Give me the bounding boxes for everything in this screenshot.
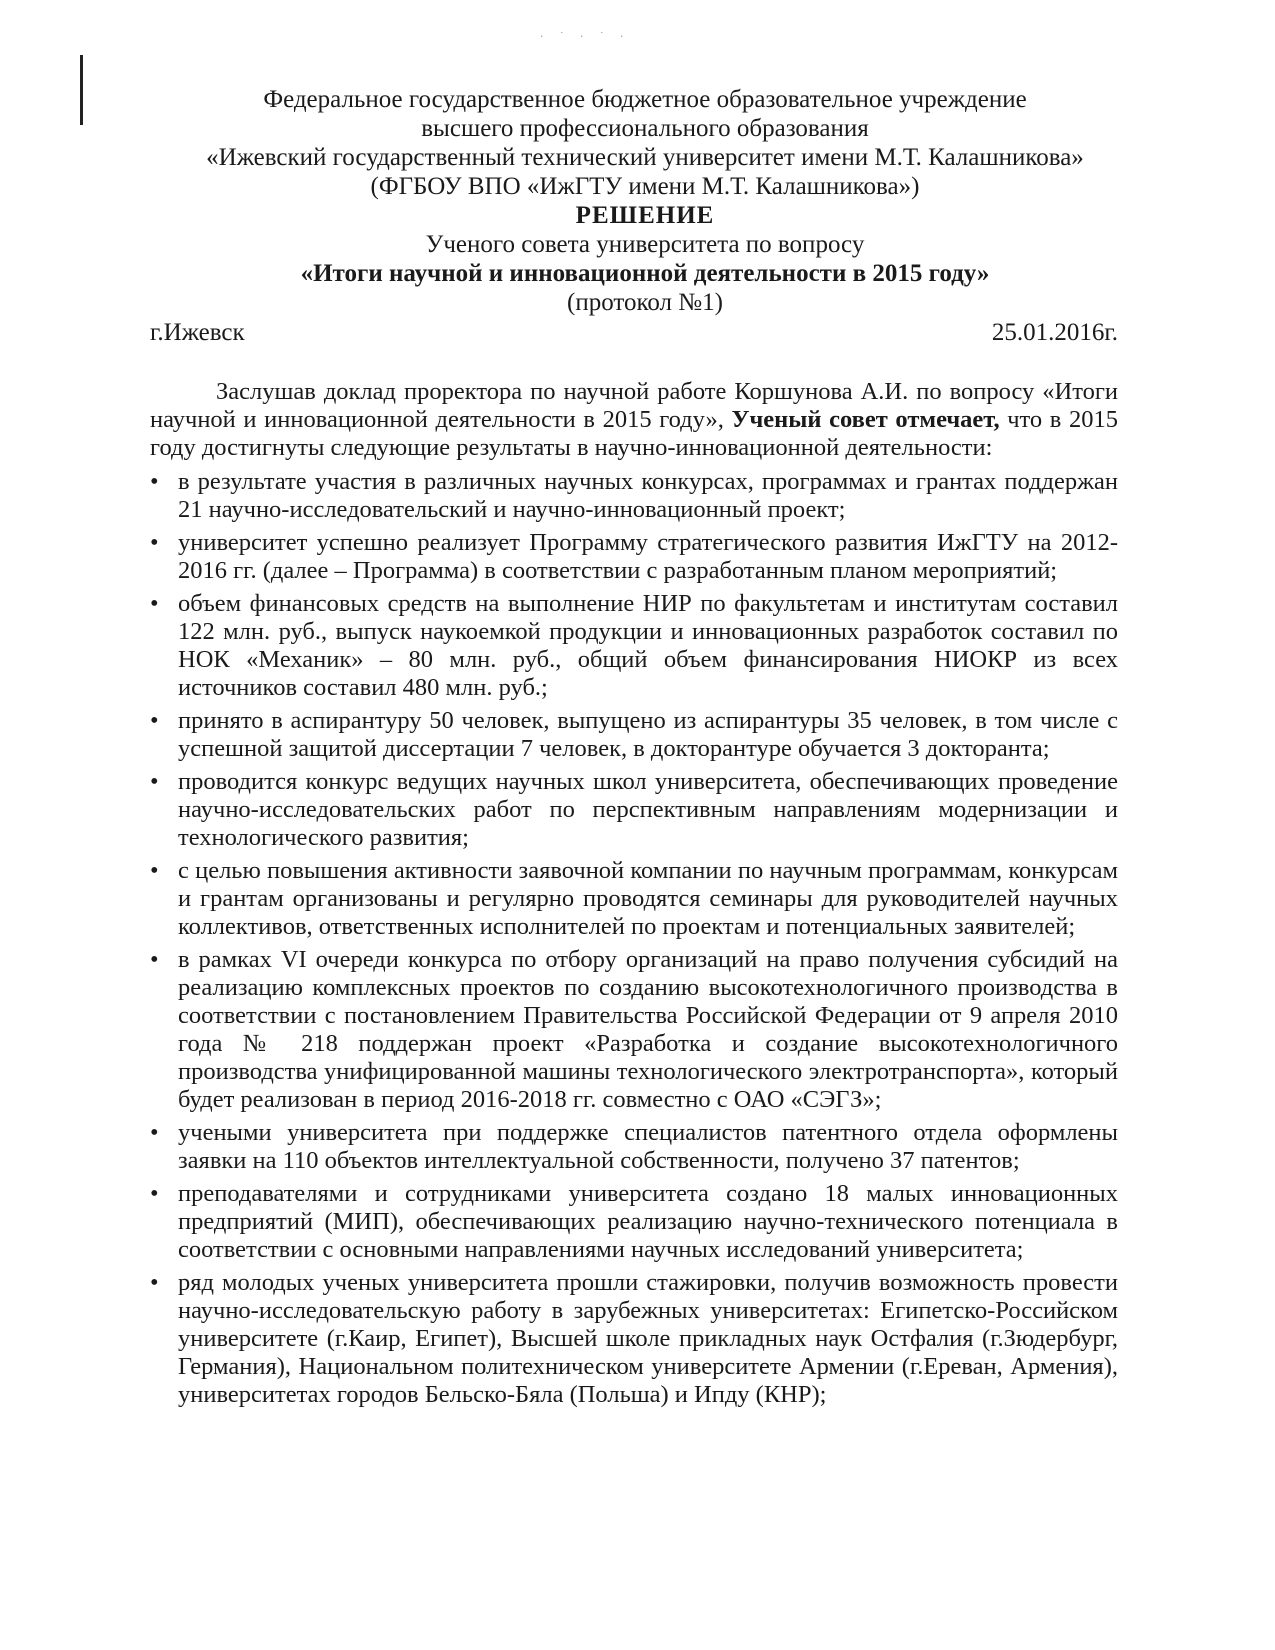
bullet-icon: •: [150, 529, 159, 556]
list-item: [150, 1119, 1118, 1175]
list-item: [150, 768, 1118, 852]
list-item-text: ряд молодых ученых университета прошли стажировки, получив возможность провести научно-исследовательскую работу в зарубежных университетах: Египетско-Российском университете (г.Каир, Египет), Высшей школе прикладных наук Остфалия (г.Зюдербург, Германия), Национальном политехническом университете Армении (г.Ереван, Армения), университетах городов Бельско-Бяла (Польша) и Ипду (КНР);: [178, 1269, 1118, 1408]
bullet-icon: •: [150, 468, 159, 495]
bullet-icon: •: [150, 768, 159, 795]
intro-text-start: Заслушав доклад проректора по научной работе Коршунова А.И. по вопросу «Итоги научной и инновационной деятельности в 2015 году»,: [150, 378, 1118, 433]
list-item-text: в рамках VI очереди конкурса по отбору организаций на право получения субсидий на реализацию комплексных проектов по созданию высокотехнологичного производства в соответствии с постановлением Правительства Российской Федерации от 9 апреля 2010 года № 218 поддержан проект «Разработка и создание высокотехнологичного производства унифицированной машины технологического электротранспорта», который будет реализован в период 2016-2018 гг. совместно с ОАО «СЭГЗ»;: [178, 946, 1118, 1113]
list-item-text: принято в аспирантуру 50 человек, выпущено из аспирантуры 35 человек, в том числе с успешной защитой диссертации 7 человек, в докторантуре обучается 3 докторанта;: [178, 707, 1118, 762]
header-line-education-level: высшего профессионального образования: [421, 115, 869, 142]
list-item: [150, 529, 1118, 585]
document-date: 25.01.2016г.: [991, 319, 1118, 346]
list-item-text: учеными университета при поддержке специалистов патентного отдела оформлены заявки на 110 объектов интеллектуальной собственности, получено 37 патентов;: [178, 1119, 1118, 1174]
scan-margin-mark: [80, 55, 83, 125]
city: г.Ижевск: [150, 319, 245, 346]
document-topic: «Итоги научной и инновационной деятельности в 2015 году»: [300, 260, 990, 287]
bullet-icon: •: [150, 590, 159, 617]
bullet-icon: •: [150, 1119, 159, 1146]
scan-noise: · ˙ · ˙ ·: [540, 30, 630, 43]
bullet-icon: •: [150, 1180, 159, 1207]
list-item-text: в результате участия в различных научных конкурсах, программах и грантах поддержан 21 научно-исследовательский и научно-инновационный проект;: [178, 468, 1118, 523]
list-item: [150, 1180, 1118, 1264]
header-line-university-name: «Ижевский государственный технический университет имени М.Т. Калашникова»: [206, 144, 1084, 171]
intro-text-end: что в 2015 году достигнуты следующие результаты в научно-инновационной деятельности:: [150, 406, 1118, 461]
protocol-number: (протокол №1): [567, 289, 723, 316]
list-item-text: университет успешно реализует Программу стратегического развития ИжГТУ на 2012-2016 гг. (далее – Программа) в соответствии с разработанным планом мероприятий;: [178, 529, 1118, 584]
bullet-icon: •: [150, 1269, 159, 1296]
list-item: [150, 590, 1118, 702]
header-line-institution-type: Федеральное государственное бюджетное образовательное учреждение: [263, 86, 1027, 113]
results-list: [150, 468, 1118, 1409]
document-body: [150, 378, 1118, 1414]
intro-council-notes: Ученый совет отмечает,: [731, 406, 1000, 433]
bullet-icon: •: [150, 946, 159, 973]
bullet-icon: •: [150, 857, 159, 884]
document-subtitle: Ученого совета университета по вопросу: [425, 231, 865, 258]
list-item: [150, 946, 1118, 1114]
list-item: [150, 1269, 1118, 1409]
list-item-text: преподавателями и сотрудниками университета создано 18 малых инновационных предприятий (МИП), обеспечивающих реализацию научно-технического потенциала в соответствии с основными направлениями научных исследований университета;: [178, 1180, 1118, 1263]
list-item-text: с целью повышения активности заявочной компании по научным программам, конкурсам и грантам организованы и регулярно проводятся семинары для руководителей научных коллективов, ответственных исполнителей по проектам и потенциальных заявителей;: [178, 857, 1118, 940]
list-item: [150, 468, 1118, 524]
list-item: [150, 857, 1118, 941]
list-item: [150, 707, 1118, 763]
document-title: РЕШЕНИЕ: [575, 202, 715, 229]
bullet-icon: •: [150, 707, 159, 734]
document-header: [150, 85, 1140, 317]
header-line-university-abbrev: (ФГБОУ ВПО «ИжГТУ имени М.Т. Калашникова»): [370, 173, 920, 200]
intro-paragraph: [150, 378, 1118, 462]
list-item-text: проводится конкурс ведущих научных школ университета, обеспечивающих проведение научно-исследовательских работ по перспективным направлениям модернизации и технологического развития;: [178, 768, 1118, 851]
list-item-text: объем финансовых средств на выполнение НИР по факультетам и институтам составил 122 млн. руб., выпуск наукоемкой продукции и инновационных разработок составил по НОК «Механик» – 80 млн. руб., общий объем финансирования НИОКР из всех источников составил 480 млн. руб.;: [178, 590, 1118, 701]
